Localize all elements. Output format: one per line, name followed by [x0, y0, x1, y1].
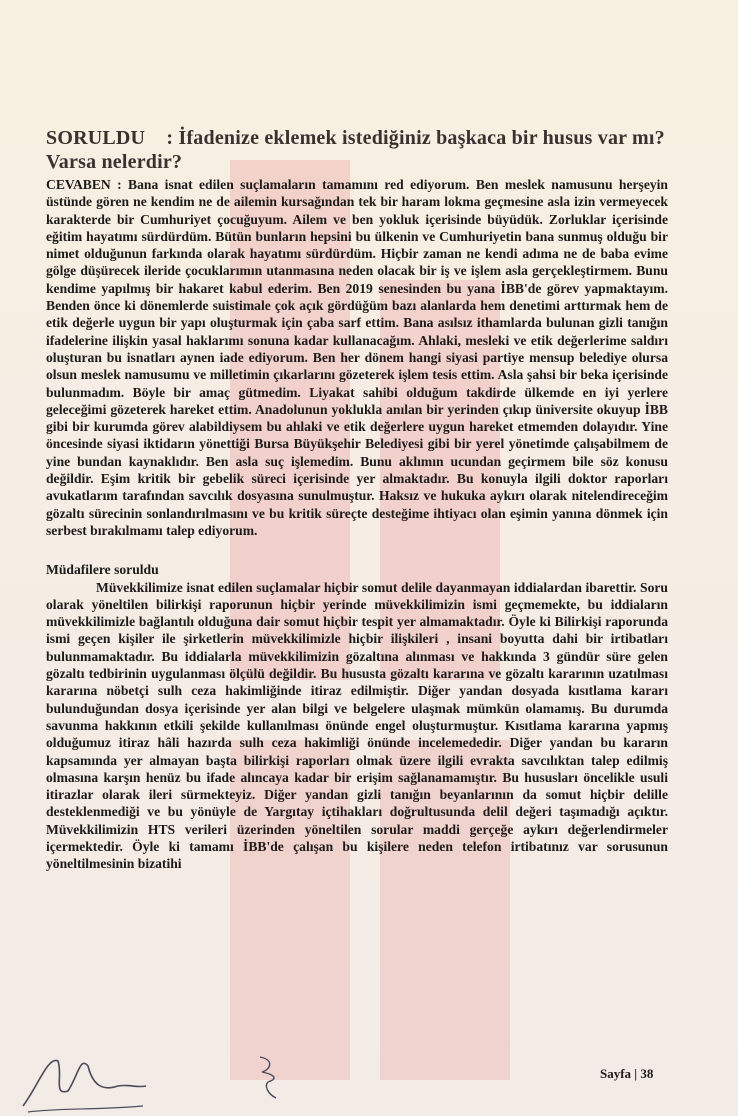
page-number: Sayfa | 38: [600, 1066, 654, 1081]
answer-text: : Bana isnat edilen suçlamaların tamamını red ediyorum. Ben meslek namusunu herşeyin üstünde gören ne kendim ne de ailemin kursağından tek bir haram lokma geçmesine asla izin vermeyecek karakterde bir Cumhuriyet çocuğuyum. Ailem ve ben yokluk içerisinde büyüdük. Zorluklar içerisinde eğitim hayatımı sürdürdüm. Bütün bunların hepsini bu ülkenin ve Cumhuriyetin bana sunmuş olduğu bir nimet olduğunun farkında olarak hayatımı sürdürdüm. Hiçbir zaman ne kendi adıma ne de baba evime gölge düşürecek ileride çocuklarımın utanmasına neden olacak bir iş ve işlem asla gerçekleştirmem. Bunu kendime yapılmış bir hakaret kabul ederim. Ben 2019 senesinden bu yana İBB'de görev yapmaktayım. Benden önce ki dönemlerde suistimale çok açık gördüğüm bazı alanlarda hem denetimi arttırmak hem de etik değerle uygun bir yapı oluşturmak için çaba sarf ettim. Bana asılsız ithamlarda bulunan gizli tanığın ifadelerine ilişkin yasal haklarımı sonuna kadar kullanacağım. Ahlaki, mesleki ve etik değerlerime saldırı oluşturan bu isnatları aynen iade ediyorum. Ben her dönem hangi siyasi partiye mensup belediye olursa olsun meslek namusumu ve milletimin çıkarlarını gözeterek işlem tesis ettim. Asla şahsi bir beka içerisinde bulunmadım. Böyle bir amaç gütmedim. Liyakat sahibi olduğum takdirde ülkemde en iyi yerlere geleceğimi gözeterek hareket ettim. Anadolunun yoklukla anılan bir yerinden çıkıp üniversite okuyup İBB gibi bir kurumda görev alabildiysem bu ahlaki ve etik değerlere uygun hareket etmemden dolayıdır. Yine öncesinde siyasi iktidarın yönettiği Bursa Büyükşehir Belediyesi gibi bir yerel yönetimde çalışabilmem de yine bundan kaynaklıdır. Ben asla suç işlemedim. Bunu aklımın ucundan geçirmem bile söz konusu değildir. Eşim kritik bir gebelik süreci içerisinde yer almaktadır. Bu konuyla ilgili doktor raporları avukatlarım tarafından savcılık dosyasına sunulmuştur. Haksız ve hukuka aykırı olarak nitelendireceğim gözaltı sürecinin sonlandırılmasını ve bu kritik süreçte desteğime ihtiyacı olan eşimin yanına dönmek için serbest bırakılmamı talep ediyorum.: [46, 177, 668, 538]
signature-1: [18, 1046, 148, 1116]
question-label: SORULDU: [46, 127, 146, 149]
signature-2: [250, 1052, 290, 1100]
section-paragraph: Müvekkilimize isnat edilen suçlamalar hiçbir somut delile dayanmayan iddialardan ibarettir. Soru olarak yöneltilen bilirkişi raporunun hiçbir yerinde müvekkilimizin ismi geçmemekte, bu iddiaların müvekkilimizle bağlantılı olduğuna dair somut hiçbir tespit yer almamaktadır. Öyle ki Bilirkişi raporunda ismi geçen kişiler ile şirketlerin müvekkilimizle hiçbir ilişkileri , insani boyutta dahi bir irtibatları bulunmamaktadır. Bu iddialarla müvekkilimizin gözaltına alınması ve hakkında 3 gündür süre gelen gözaltı tedbirinin uygulanması ölçülü değildir. Bu hususta gözaltı kararına ve gözaltı kararının uzatılması kararına nöbetçi sulh ceza hakimliğinde itiraz edilmiştir. Diğer yandan dosyada kısıtlama kararı bulunduğundan dosya içerisinde yer alan bilgi ve belgelere ulaşmak mümkün olamamış. Bu durumda savunma hakkının etkili şekilde kullanılması önünde engel oluşturmuştur. Kısıtlama kararına yapmış olduğumuz itiraz hâli hazırda sulh ceza hakimliği önünde incelemededir. Diğer yandan bu kararın kapsamında yer almayan başta bilirkişi raporları olmak üzere ilgili evrakta savcılıktan talep edilmiş olmasına karşın henüz bu ifade alıncaya kadar bir erişim sağlanamamıştır. Bu hususları öncelikle usuli itirazlar olarak ileri sürmekteyiz. Diğer yandan gizli tanığın beyanlarının da somut hiçbir delille desteklenmediği ve bu yönüyle de Yargıtay içtihakları doğrultusunda delil değeri taşımadığı açıktır. Müvekkilimizin HTS verileri üzerinden yöneltilen sorular maddi gerçeğe aykırı değerlendirmeler içermektedir. Öyle ki tamamı İBB'de çalışan bu kişilere neden telefon irtibatınız var sorusunun yöneltilmesinin bizatihi: [46, 579, 668, 872]
document-body: [46, 126, 668, 873]
answer-block: [46, 176, 668, 539]
question-block: [46, 126, 668, 174]
answer-label: CEVABEN: [46, 177, 111, 192]
question-text: : İfadenize eklemek istediğiniz başkaca bir husus var mı? Varsa nelerdir?: [46, 127, 665, 173]
section-title: Müdafilere soruldu: [46, 562, 159, 578]
